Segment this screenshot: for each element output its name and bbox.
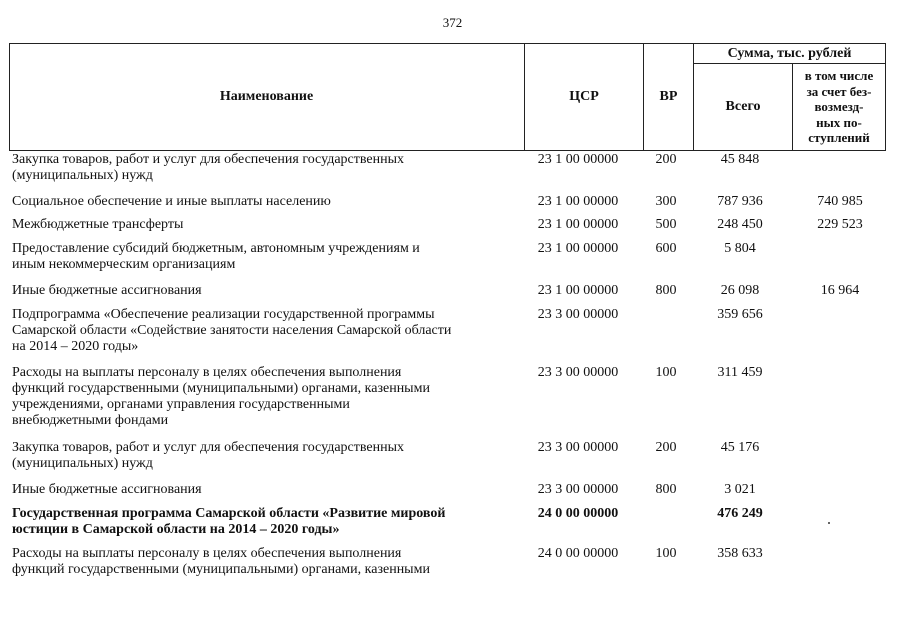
row-name-line: Самарской области «Содействие занятости населения Самарской области: [12, 323, 452, 338]
row-csr: 23 3 00 00000: [537, 440, 619, 455]
row-total: 45 848: [720, 152, 760, 167]
row-vr: 500: [655, 217, 677, 232]
header-incl-line: ступлений: [808, 130, 870, 146]
row-name-line: (муниципальных) нужд: [12, 456, 153, 471]
row-name-line: Социальное обеспечение и иные выплаты населению: [12, 194, 331, 209]
row-total: 248 450: [717, 217, 763, 232]
row-name: [12, 482, 522, 498]
row-name: [12, 440, 522, 472]
row-total: 787 936: [717, 194, 763, 209]
row-total: 358 633: [717, 546, 763, 561]
row-name-line: иным некоммерческим организациям: [12, 257, 236, 272]
row-name-line: (муниципальных) нужд: [12, 168, 153, 183]
row-name: [12, 546, 522, 578]
row-total: 45 176: [720, 440, 760, 455]
row-vr: 800: [655, 283, 677, 298]
row-name-line: Иные бюджетные ассигнования: [12, 482, 202, 497]
header-incl-line: в том числе: [804, 68, 874, 84]
header-right-border: [885, 43, 886, 151]
row-name-line: внебюджетными фондами: [12, 413, 169, 428]
row-vr: 100: [655, 365, 677, 380]
row-name: [12, 152, 522, 184]
row-vr: 300: [655, 194, 677, 209]
row-name: [12, 506, 522, 538]
header-csr: ЦСР: [569, 89, 599, 104]
row-csr: 23 1 00 00000: [537, 283, 619, 298]
table-header: [9, 43, 886, 151]
row-name-line: функций государственными (муниципальными) органами, казенными: [12, 381, 430, 396]
row-vr: 800: [655, 482, 677, 497]
row-csr: 23 3 00 00000: [537, 482, 619, 497]
row-total: 5 804: [724, 241, 756, 256]
row-name-line: Государственная программа Самарской области «Развитие мировой: [12, 506, 446, 521]
row-name-line: Предоставление субсидий бюджетным, автономным учреждениям и: [12, 241, 420, 256]
row-csr: 23 1 00 00000: [537, 194, 619, 209]
row-csr: 23 1 00 00000: [537, 152, 619, 167]
row-total: 359 656: [717, 307, 763, 322]
row-name-line: юстиции в Самарской области на 2014 – 2020 годы»: [12, 522, 340, 537]
row-name-line: учреждениями, органами управления государственными: [12, 397, 350, 412]
row-csr: 24 0 00 00000: [537, 546, 619, 561]
scan-speck: [828, 522, 830, 524]
row-total: 476 249: [717, 506, 763, 521]
row-total: 311 459: [717, 365, 763, 380]
row-total: 26 098: [720, 283, 760, 298]
header-vr: ВР: [659, 89, 678, 104]
header-incl-line: ных по-: [816, 114, 862, 130]
row-vr: 200: [655, 440, 677, 455]
row-name-line: Закупка товаров, работ и услуг для обеспечения государственных: [12, 152, 405, 167]
row-name: [12, 241, 522, 273]
row-incl: 740 985: [817, 194, 863, 209]
header-total: Всего: [725, 99, 761, 114]
row-name: [12, 365, 522, 429]
row-incl: 229 523: [817, 217, 863, 232]
row-csr: 23 3 00 00000: [537, 307, 619, 322]
row-name-line: Закупка товаров, работ и услуг для обеспечения государственных: [12, 440, 405, 455]
row-vr: 600: [655, 241, 677, 256]
row-name: [12, 194, 522, 210]
header-incl-line: за счет без-: [806, 83, 872, 99]
row-name-line: Иные бюджетные ассигнования: [12, 283, 202, 298]
row-csr: 23 3 00 00000: [537, 365, 619, 380]
header-sum: Сумма, тыс. рублей: [727, 45, 852, 61]
row-csr: 23 1 00 00000: [537, 217, 619, 232]
row-name-line: функций государственными (муниципальными) органами, казенными: [12, 562, 430, 577]
header-incl-line: возмезд-: [814, 99, 864, 115]
row-name: [12, 217, 522, 233]
row-name-line: Подпрограмма «Обеспечение реализации государственной программы: [12, 307, 435, 322]
row-name-line: Расходы на выплаты персоналу в целях обеспечения выполнения: [12, 365, 402, 380]
row-name-line: на 2014 – 2020 годы»: [12, 339, 139, 354]
row-name: [12, 307, 522, 355]
row-name-line: Расходы на выплаты персоналу в целях обеспечения выполнения: [12, 546, 402, 561]
header-name: Наименование: [219, 89, 314, 104]
row-name-line: Межбюджетные трансферты: [12, 217, 184, 232]
row-vr: 100: [655, 546, 677, 561]
row-total: 3 021: [724, 482, 756, 497]
row-incl: 16 964: [820, 283, 860, 298]
page-number: 372: [442, 15, 463, 30]
row-csr: 23 1 00 00000: [537, 241, 619, 256]
row-csr: 24 0 00 00000: [537, 506, 619, 521]
row-vr: 200: [655, 152, 677, 167]
header-incl: [793, 64, 885, 150]
row-name: [12, 283, 522, 299]
